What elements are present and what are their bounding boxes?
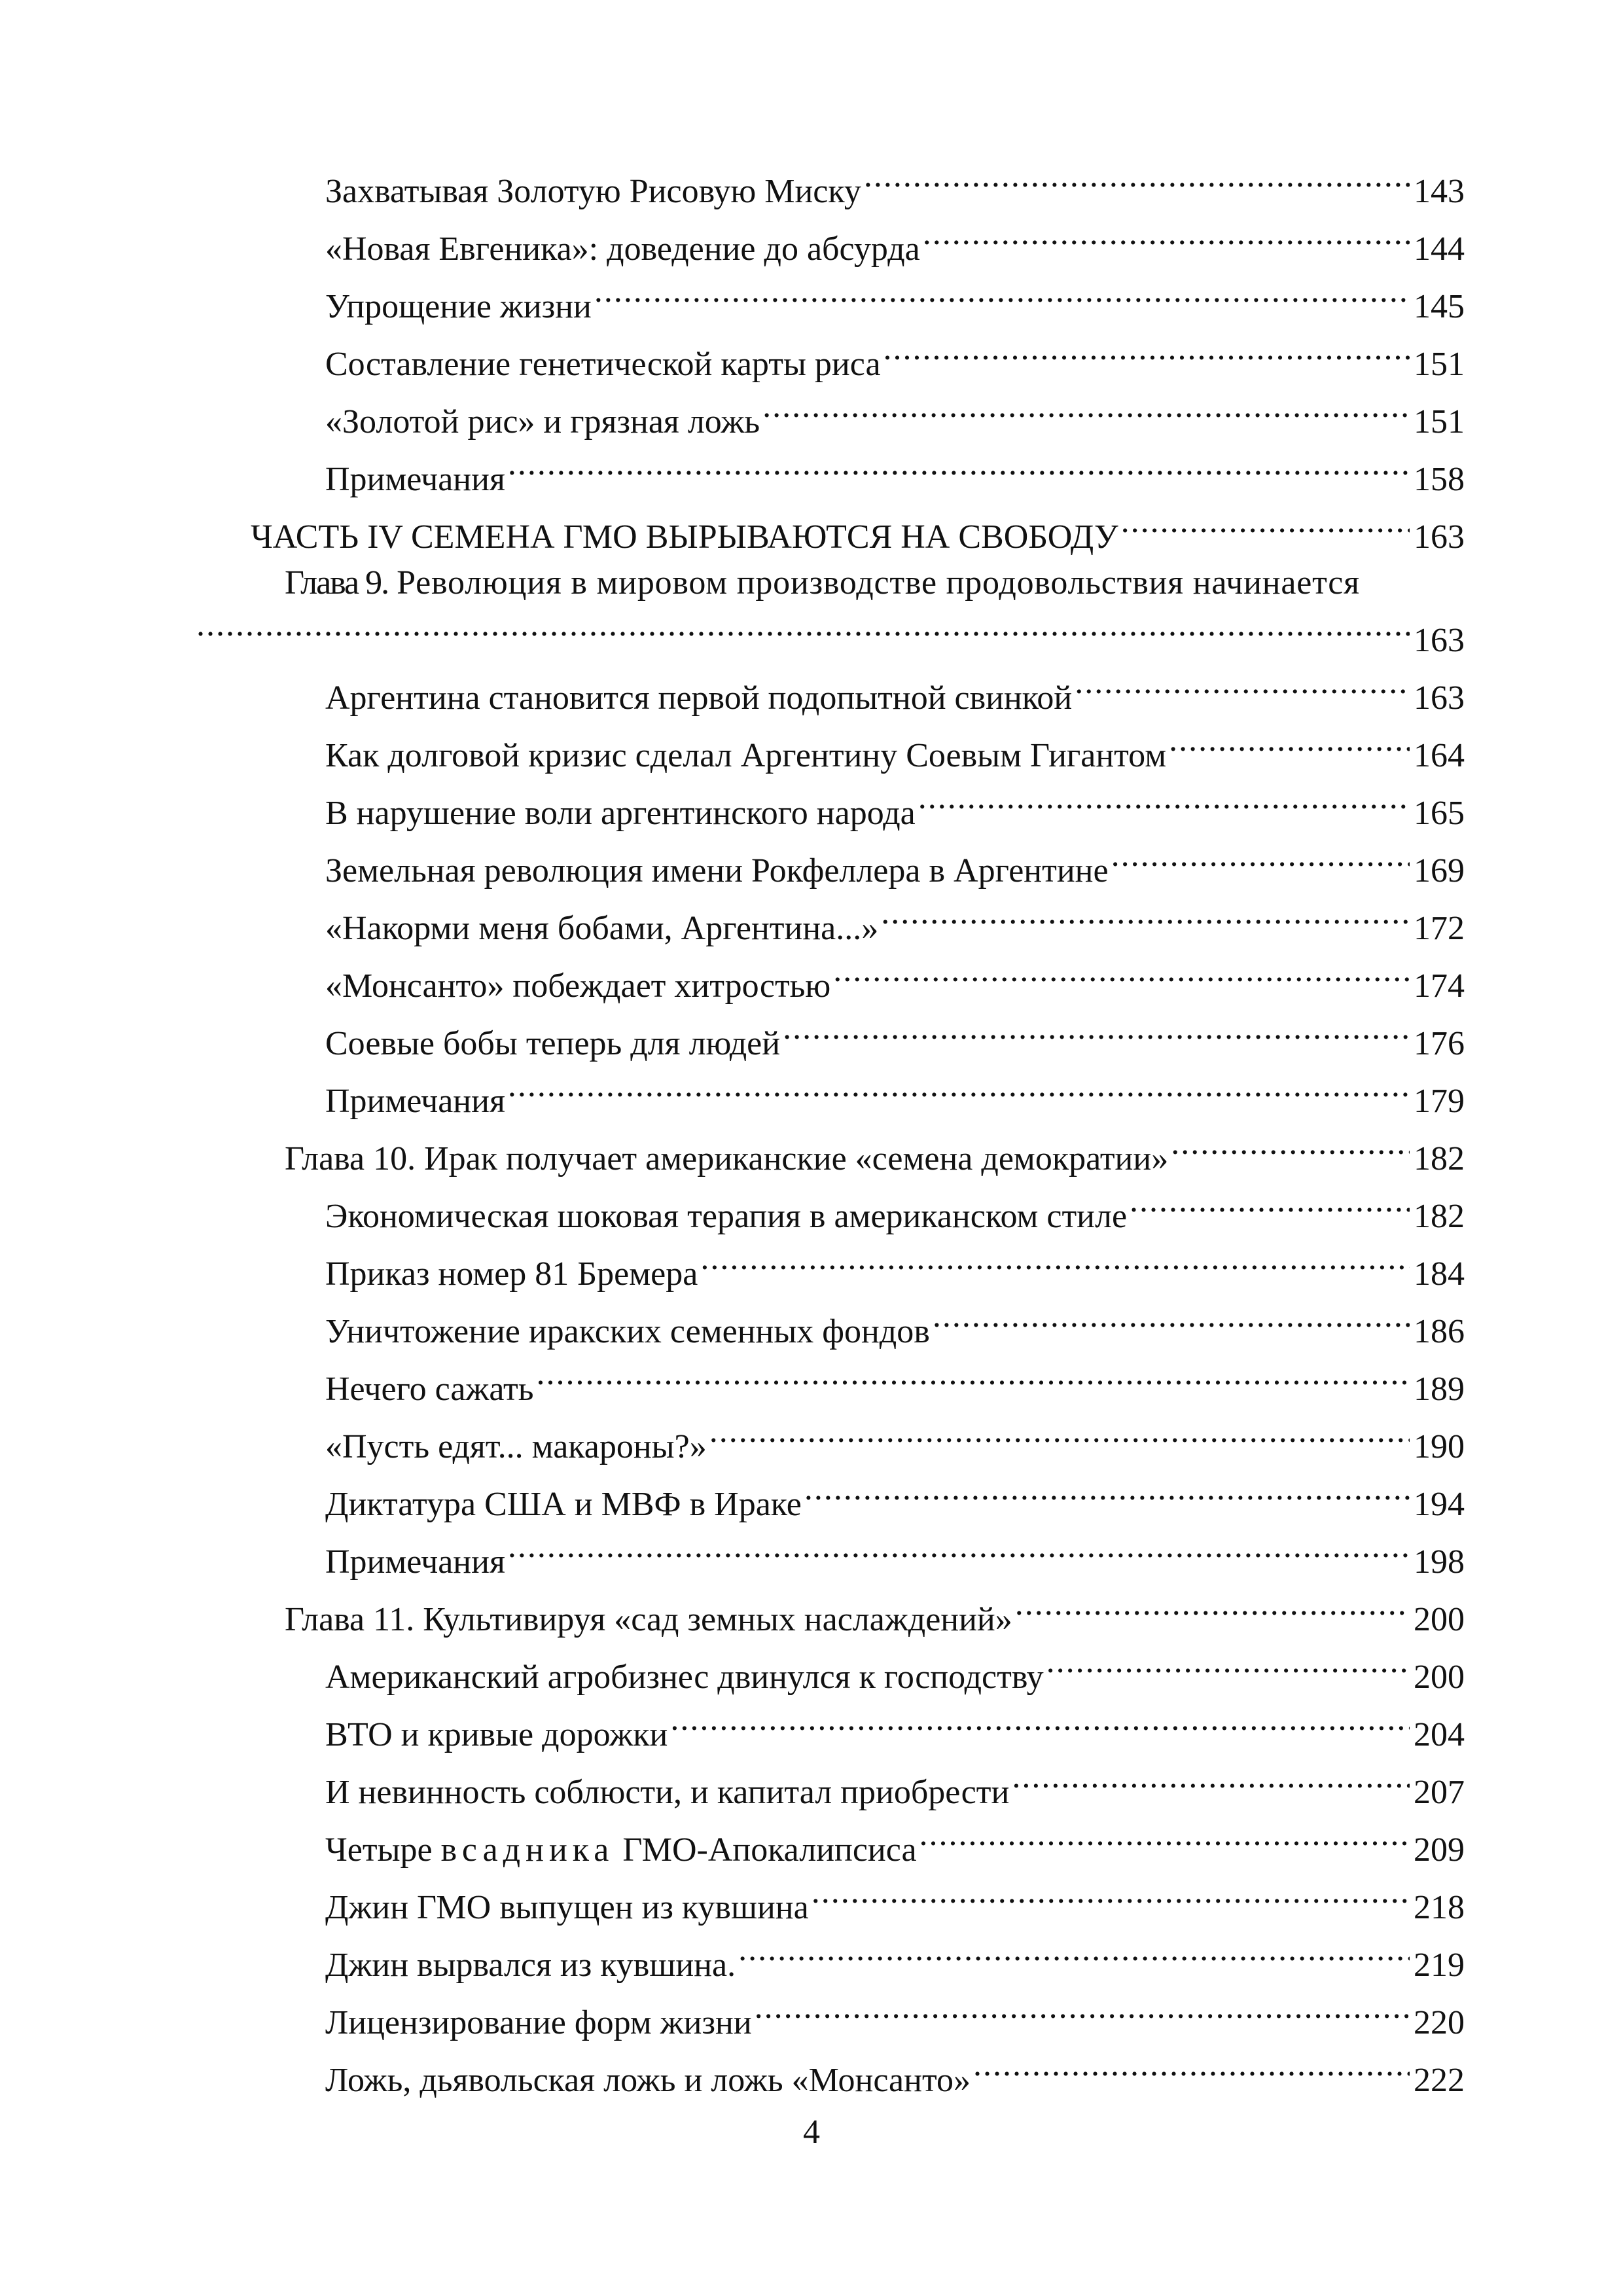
toc-entry-page: 169 <box>1414 852 1465 889</box>
toc-entry[interactable] <box>325 1929 1465 1984</box>
toc-entry[interactable] <box>325 662 1465 717</box>
toc-entry[interactable] <box>325 1468 1465 1523</box>
toc-entry-title: Джин вырвался из кувшина. <box>325 1946 736 1984</box>
dot-leader <box>537 1353 1410 1400</box>
dot-leader <box>1121 501 1410 548</box>
dot-leader <box>196 604 1410 651</box>
toc-chapter-title: Революция в мировом производстве продовольствия начинается <box>397 564 1360 601</box>
toc-entry-title: ВТО и кривые дорожки <box>325 1716 668 1753</box>
toc-entry-page: 145 <box>1414 288 1465 325</box>
toc-entry-page: 200 <box>1414 1659 1465 1696</box>
toc-entry-title: Диктатура США и МВФ в Ираке <box>325 1486 802 1523</box>
toc-entry[interactable] <box>325 719 1465 774</box>
toc-entry[interactable] <box>325 1814 1465 1869</box>
toc-entry[interactable] <box>325 155 1465 210</box>
toc-entry[interactable] <box>325 950 1465 1005</box>
toc-chapter-label: Глава 9. <box>285 564 389 601</box>
toc-entry-page: 194 <box>1414 1486 1465 1523</box>
dot-leader <box>1130 1180 1410 1227</box>
dot-leader <box>1012 1756 1410 1803</box>
toc-entry[interactable] <box>325 443 1465 498</box>
toc-entry-title: Джин ГМО выпущен из кувшина <box>325 1889 809 1926</box>
toc-entry-page: 219 <box>1414 1946 1465 1984</box>
dot-leader <box>918 777 1410 824</box>
dot-leader <box>1015 1583 1410 1630</box>
dot-leader <box>919 1814 1410 1861</box>
toc-entry-title: Соевые бобы теперь для людей <box>325 1025 781 1062</box>
toc-entry-page: 163 <box>1414 679 1465 717</box>
toc-entry-title: «Золотой рис» и грязная ложь <box>325 403 760 440</box>
toc-entry[interactable] <box>325 834 1465 889</box>
toc-entry[interactable] <box>325 1180 1465 1235</box>
toc-entry-page: 209 <box>1414 1831 1465 1869</box>
toc-entry[interactable] <box>325 213 1465 268</box>
toc-entry[interactable] <box>325 1065 1465 1120</box>
toc-entry-title: Примечания <box>325 1083 505 1120</box>
toc-entry-page: 172 <box>1414 910 1465 947</box>
dot-leader <box>933 1295 1410 1342</box>
dot-leader <box>709 1410 1410 1458</box>
toc-entry-title: В нарушение воли аргентинского народа <box>325 795 916 832</box>
toc-entry-page: 151 <box>1414 403 1465 440</box>
toc-entry-page: 186 <box>1414 1313 1465 1350</box>
toc-entry-page: 143 <box>1414 173 1465 210</box>
toc-entry-title: Нечего сажать <box>325 1371 534 1408</box>
toc-entry-title: Уничтожение иракских семенных фондов <box>325 1313 930 1350</box>
toc-chapter-page: 182 <box>1414 1140 1465 1177</box>
dot-leader <box>508 1065 1410 1112</box>
toc-entry[interactable] <box>325 1238 1465 1293</box>
dot-leader <box>1111 834 1410 882</box>
toc-entry-title: Примечания <box>325 1543 505 1581</box>
toc-entry-page: 190 <box>1414 1428 1465 1465</box>
dot-leader <box>670 1698 1410 1746</box>
toc-entry[interactable] <box>325 1526 1465 1581</box>
toc-entry-page: 198 <box>1414 1543 1465 1581</box>
toc-chapter-title: Глава 10. Ирак получает американские «семена демократии» <box>285 1140 1169 1177</box>
toc-entry-title: Составление генетической карты риса <box>325 346 881 383</box>
toc-entry-title: «Монсанто» побеждает хитростью <box>325 967 831 1005</box>
dot-leader <box>700 1238 1410 1285</box>
dot-leader <box>508 1526 1410 1573</box>
dot-leader <box>1075 662 1410 709</box>
dot-leader <box>812 1871 1410 1918</box>
toc-chapter-page: 163 <box>1414 622 1465 659</box>
toc-part-page: 163 <box>1414 518 1465 556</box>
toc-entry-page: 158 <box>1414 461 1465 498</box>
toc-entry[interactable] <box>325 386 1465 440</box>
toc-entry-page: 176 <box>1414 1025 1465 1062</box>
toc-entry-title: Захватывая Золотую Рисовую Миску <box>325 173 861 210</box>
toc-entry[interactable] <box>325 270 1465 325</box>
toc-entry-title: «Накорми меня бобами, Аргентина...» <box>325 910 879 947</box>
dot-leader <box>833 950 1410 997</box>
toc-entry[interactable] <box>325 1410 1465 1465</box>
toc-entry-page: 220 <box>1414 2004 1465 2041</box>
toc-entry[interactable] <box>325 328 1465 383</box>
toc-entry-page: 174 <box>1414 967 1465 1005</box>
toc-entry-title: Ложь, дьявольская ложь и ложь «Монсанто» <box>325 2062 971 2099</box>
toc-entry-title: Американский агробизнес двинулся к господству <box>325 1659 1044 1696</box>
page-number: 4 <box>803 2113 820 2151</box>
dot-leader <box>783 1007 1410 1054</box>
toc-entry[interactable] <box>325 1756 1465 1811</box>
toc-entry-title: «Пусть едят... макароны?» <box>325 1428 707 1465</box>
dot-leader <box>804 1468 1410 1515</box>
toc-entry[interactable] <box>325 777 1465 832</box>
toc-entry-page: 144 <box>1414 230 1465 268</box>
toc-entry-page: 222 <box>1414 2062 1465 2099</box>
toc-entry-title: Упрощение жизни <box>325 288 592 325</box>
toc-entry[interactable] <box>325 1641 1465 1696</box>
toc-entry-title: Примечания <box>325 461 505 498</box>
dot-leader <box>1046 1641 1410 1688</box>
dot-leader <box>762 386 1410 433</box>
toc-entry[interactable] <box>325 2044 1465 2099</box>
toc-entry-title: Экономическая шоковая терапия в американском стиле <box>325 1198 1128 1235</box>
toc-chapter-title: Глава 11. Культивируя «сад земных наслаждений» <box>285 1601 1012 1638</box>
toc-entry[interactable] <box>325 1353 1465 1408</box>
toc-part-title: ЧАСТЬ IV СЕМЕНА ГМО ВЫРЫВАЮТСЯ НА СВОБОДУ <box>251 518 1118 556</box>
toc-entry-page: 182 <box>1414 1198 1465 1235</box>
dot-leader <box>881 892 1410 939</box>
dot-leader <box>1169 719 1410 766</box>
toc-entry-title-suffix: ГМО-Апокалипсиса <box>622 1831 917 1869</box>
toc-part-entry[interactable] <box>251 501 1465 556</box>
dot-leader <box>1171 1122 1410 1170</box>
toc-entry-title: Как долговой кризис сделал Аргентину Соевым Гигантом <box>325 737 1167 774</box>
toc-entry-page: 179 <box>1414 1083 1465 1120</box>
toc-chapter-entry[interactable] <box>285 1583 1465 1638</box>
toc-entry[interactable] <box>325 1698 1465 1753</box>
dot-leader <box>738 1929 1410 1976</box>
toc-entry-title-spaced: всадника <box>440 1831 615 1869</box>
toc-entry-title-prefix: Четыре <box>325 1831 433 1869</box>
dot-leader <box>755 1986 1410 2034</box>
dot-leader <box>508 443 1410 490</box>
toc-entry-title: Земельная революция имени Рокфеллера в Аргентине <box>325 852 1109 889</box>
toc-entry[interactable] <box>325 892 1465 947</box>
toc-entry[interactable] <box>325 1986 1465 2041</box>
toc-chapter-page: 200 <box>1414 1601 1465 1638</box>
toc-entry-page: 204 <box>1414 1716 1465 1753</box>
toc-entry-title: Аргентина становится первой подопытной свинкой <box>325 679 1073 717</box>
dot-leader <box>923 213 1410 260</box>
toc-entry-page: 218 <box>1414 1889 1465 1926</box>
toc-entry[interactable] <box>325 1007 1465 1062</box>
toc-entry[interactable] <box>325 1295 1465 1350</box>
toc-entry-title: Лицензирование форм жизни <box>325 2004 752 2041</box>
dot-leader <box>864 155 1410 202</box>
toc-entry-page: 184 <box>1414 1255 1465 1293</box>
toc-entry-page: 151 <box>1414 346 1465 383</box>
toc-chapter-entry[interactable] <box>285 560 1465 607</box>
toc-chapter-continuation[interactable] <box>196 604 1465 659</box>
dot-leader <box>594 270 1410 317</box>
toc-entry-title <box>325 1827 917 1874</box>
toc-entry[interactable] <box>325 1871 1465 1926</box>
toc-entry-page: 207 <box>1414 1774 1465 1811</box>
toc-entry-page: 164 <box>1414 737 1465 774</box>
toc-entry-page: 165 <box>1414 795 1465 832</box>
toc-entry-title: «Новая Евгеника»: доведение до абсурда <box>325 230 920 268</box>
toc-entry-title: И невинность соблюсти, и капитал приобрести <box>325 1774 1010 1811</box>
dot-leader <box>973 2044 1410 2091</box>
toc-entry-page: 189 <box>1414 1371 1465 1408</box>
toc-entry-title: Приказ номер 81 Бремера <box>325 1255 698 1293</box>
toc-chapter-entry[interactable] <box>285 1122 1465 1177</box>
dot-leader <box>883 328 1410 375</box>
